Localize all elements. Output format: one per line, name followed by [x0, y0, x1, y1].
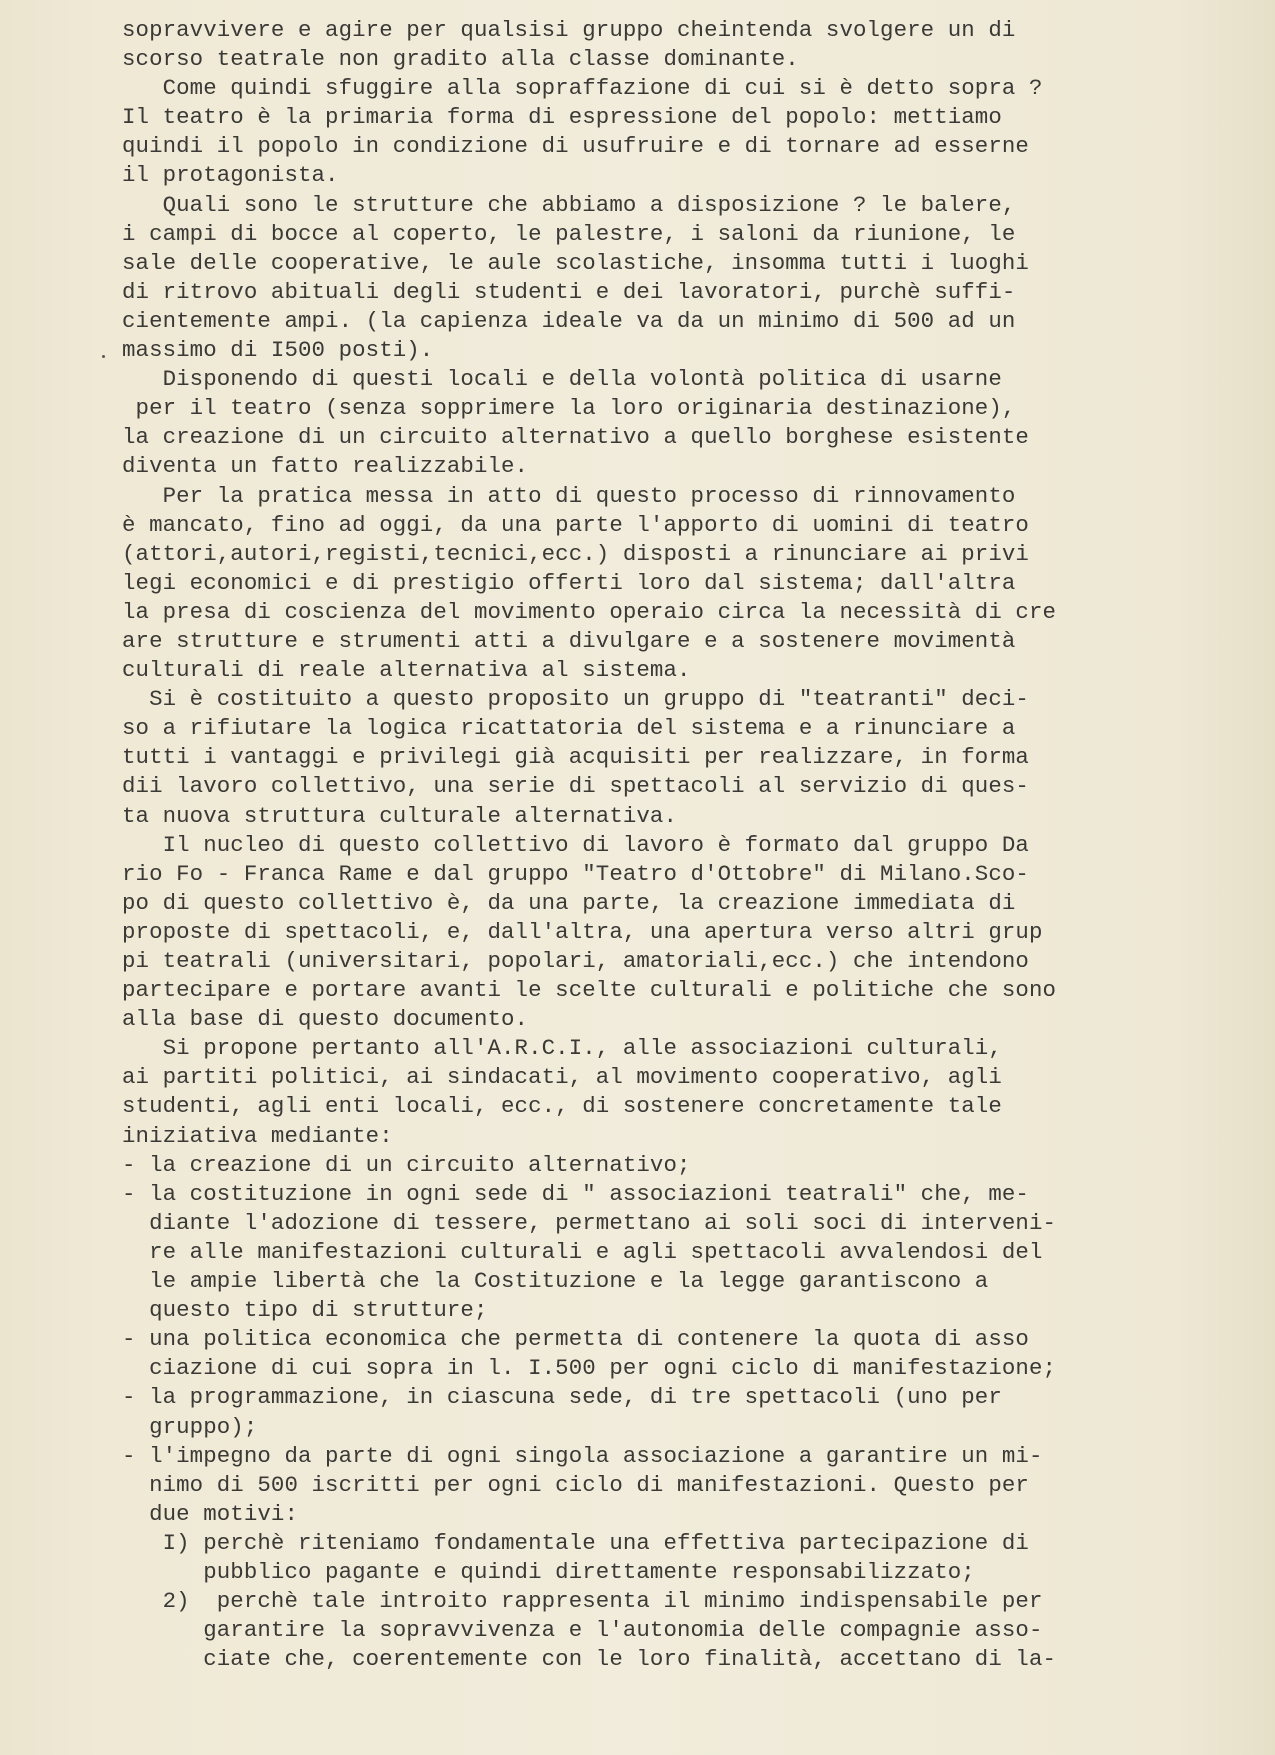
text-line: dii lavoro collettivo, una serie di spettacoli al servizio di ques-: [122, 773, 1029, 800]
list-item-line: questo tipo di strutture;: [122, 1297, 488, 1324]
text-line: Per la pratica messa in atto di questo processo di rinnovamento: [122, 482, 1016, 509]
text-line: iniziativa mediante:: [122, 1122, 393, 1149]
list-item-line: - la creazione di un circuito alternativo;: [122, 1151, 691, 1178]
text-line: per il teatro (senza sopprimere la loro originaria destinazione),: [122, 395, 1016, 422]
list-item-line: nimo di 500 iscritti per ogni ciclo di manifestazioni. Questo per: [122, 1471, 1029, 1498]
text-line: po di questo collettivo è, da una parte, la creazione immediata di: [122, 889, 1016, 916]
list-item-line: due motivi:: [122, 1500, 298, 1527]
text-line: tutti i vantaggi e privilegi già acquisiti per realizzare, in forma: [122, 744, 1029, 771]
numbered-item-line: garantire la sopravvivenza e l'autonomia delle compagnie asso-: [122, 1617, 1043, 1644]
list-item-line: gruppo);: [122, 1413, 258, 1440]
list-item-line: ciazione di cui sopra in l. I.500 per ogni ciclo di manifestazione;: [122, 1355, 1057, 1382]
text-line: ai partiti politici, ai sindacati, al movimento cooperativo, agli: [122, 1064, 1002, 1091]
text-line: Il teatro è la primaria forma di espressione del popolo: mettiamo: [122, 104, 1002, 131]
text-line: culturali di reale alternativa al sistema.: [122, 657, 691, 684]
text-line: è mancato, fino ad oggi, da una parte l'apporto di uomini di teatro: [122, 511, 1029, 538]
text-line: diventa un fatto realizzabile.: [122, 453, 529, 480]
text-line: di ritrovo abituali degli studenti e dei lavoratori, purchè suffi-: [122, 278, 1016, 305]
text-line: sopravvivere e agire per qualsisi gruppo cheintenda svolgere un di: [122, 17, 1016, 43]
text-line: i campi di bocce al coperto, le palestre, i saloni da riunione, le: [122, 220, 1016, 247]
text-line: Si è costituito a questo proposito un gruppo di "teatranti" deci-: [122, 686, 1029, 713]
text-line: Il nucleo di questo collettivo di lavoro è formato dal gruppo Da: [122, 831, 1029, 858]
numbered-item-line: 2) perchè tale introito rappresenta il minimo indispensabile per: [122, 1588, 1043, 1615]
text-line: la presa di coscienza del movimento operaio circa la necessità di cre: [122, 598, 1057, 625]
text-line: quindi il popolo in condizione di usufruire e di tornare ad esserne: [122, 133, 1029, 160]
text-line: studenti, agli enti locali, ecc., di sostenere concretamente tale: [122, 1093, 1002, 1120]
numbered-item-line: pubblico pagante e quindi direttamente responsabilizzato;: [122, 1558, 975, 1585]
typewritten-text-block: [122, 16, 1182, 1674]
text-line: Quali sono le strutture che abbiamo a disposizione ? le balere,: [122, 191, 1016, 218]
list-item-line: diante l'adozione di tessere, permettano ai soli soci di interveni-: [122, 1209, 1057, 1236]
text-line: alla base di questo documento.: [122, 1006, 529, 1033]
text-line: Come quindi sfuggire alla sopraffazione di cui si è detto sopra ?: [122, 75, 1043, 102]
text-line: partecipare e portare avanti le scelte culturali e politiche che sono: [122, 977, 1057, 1004]
list-item-line: - una politica economica che permetta di contenere la quota di asso: [122, 1326, 1029, 1353]
text-line: rio Fo - Franca Rame e dal gruppo "Teatro d'Ottobre" di Milano.Sco-: [122, 860, 1029, 887]
text-line: ta nuova struttura culturale alternativa.: [122, 802, 677, 829]
list-item-line: - l'impegno da parte di ogni singola associazione a garantire un mi-: [122, 1442, 1043, 1469]
list-item-line: le ampie libertà che la Costituzione e la legge garantiscono a: [122, 1268, 989, 1295]
text-line: scorso teatrale non gradito alla classe dominante.: [122, 46, 799, 73]
text-line: la creazione di un circuito alternativo a quello borghese esistente: [122, 424, 1029, 451]
text-line: il protagonista.: [122, 162, 339, 189]
list-item-line: - la programmazione, in ciascuna sede, di tre spettacoli (uno per: [122, 1384, 1002, 1411]
numbered-item-line: I) perchè riteniamo fondamentale una effettiva partecipazione di: [122, 1529, 1029, 1556]
text-line: Disponendo di questi locali e della volontà politica di usarne: [122, 366, 1002, 393]
list-item-line: re alle manifestazioni culturali e agli spettacoli avvalendosi del: [122, 1238, 1043, 1265]
text-line: massimo di I500 posti).: [122, 337, 434, 364]
text-line: are strutture e strumenti atti a divulgare e a sostenere movimentà: [122, 627, 1016, 654]
text-line: sale delle cooperative, le aule scolastiche, insomma tutti i luoghi: [122, 249, 1029, 276]
text-line: proposte di spettacoli, e, dall'altra, una apertura verso altri grup: [122, 918, 1043, 945]
text-line: legi economici e di prestigio offerti loro dal sistema; dall'altra: [122, 569, 1016, 596]
text-line: Si propone pertanto all'A.R.C.I., alle associazioni culturali,: [122, 1035, 1002, 1062]
list-item-line: - la costituzione in ogni sede di " associazioni teatrali" che, me-: [122, 1180, 1029, 1207]
numbered-item-line: ciate che, coerentemente con le loro finalità, accettano di la-: [122, 1646, 1057, 1673]
text-line: cientemente ampi. (la capienza ideale va da un minimo di 500 ad un: [122, 307, 1016, 334]
ink-speck: [102, 355, 105, 358]
text-line: (attori,autori,registi,tecnici,ecc.) disposti a rinunciare ai privi: [122, 540, 1029, 567]
text-line: so a rifiutare la logica ricattatoria del sistema e a rinunciare a: [122, 715, 1016, 742]
text-line: pi teatrali (universitari, popolari, amatoriali,ecc.) che intendono: [122, 948, 1029, 974]
